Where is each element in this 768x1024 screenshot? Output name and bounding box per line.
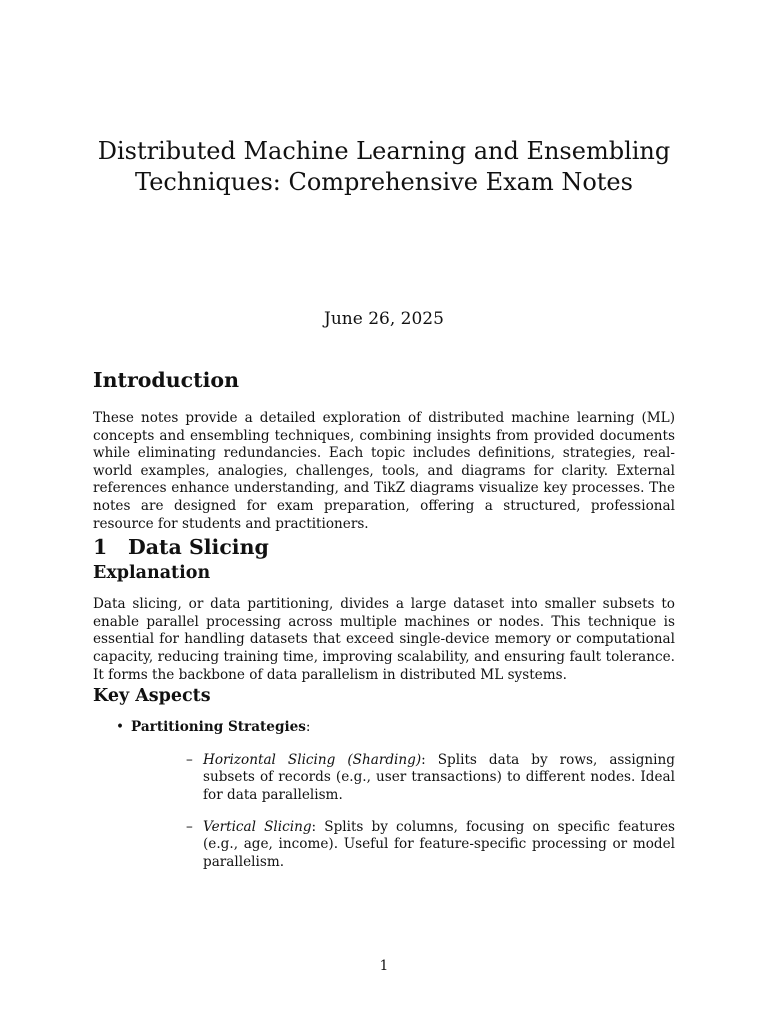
sublist-item-vertical-slicing <box>131 819 675 872</box>
list-item-suffix: : <box>305 719 311 736</box>
page-number: 1 <box>379 958 389 974</box>
document-page <box>93 0 675 1024</box>
section-number: 1 <box>93 535 108 560</box>
document-body <box>93 366 675 885</box>
introduction-paragraph: These notes provide a detailed exploration of distributed machine learning (ML) concepts and ensembling techniques, combining insights from provided documents while eliminating redundancies. Each topic includes definitions, strategies, real-world examples, analogies, challenges, tools, and diagrams for clarity. External references enhance understanding, and TikZ diagrams visualize key processes. The notes are designed for exam preparation, offering a structured, professional resource for students and practitioners. <box>93 410 675 532</box>
document-date: June 26, 2025 <box>324 309 444 329</box>
partitioning-strategies-sublist <box>131 752 675 872</box>
sublist-item-text: : Splits by columns, focusing on specific features (e.g., age, income). Useful for feature-specific processing or model parallelism. <box>203 818 675 870</box>
dash-icon: – <box>186 818 193 835</box>
list-item-label: Partitioning Strategies <box>131 719 306 736</box>
sublist-item-text: : Splits data by rows, assigning subsets of records (e.g., user transactions) to different nodes. Ideal for data parallelism. <box>203 751 675 803</box>
section-heading-data-slicing <box>93 533 675 561</box>
dash-icon: – <box>186 751 193 768</box>
key-aspects-list <box>93 719 675 871</box>
introduction-heading: Introduction <box>93 368 239 392</box>
sublist-item-horizontal-slicing <box>131 752 675 805</box>
bullet-icon: • <box>116 719 125 736</box>
document-title: Distributed Machine Learning and Ensembling Techniques: Comprehensive Exam Notes <box>97 137 671 196</box>
explanation-heading: Explanation <box>93 563 211 584</box>
sublist-item-term: Vertical Slicing <box>203 818 312 835</box>
explanation-paragraph: Data slicing, or data partitioning, divides a large dataset into smaller subsets to enable parallel processing across multiple machines or nodes. This technique is essential for handling datasets that exceed single-device memory or computational capacity, reducing training time, improving scalability, and ensuring fault tolerance. It forms the backbone of data parallelism in distributed ML systems. <box>93 596 675 683</box>
section-title: Data Slicing <box>128 535 269 560</box>
list-item-partitioning-strategies <box>93 719 675 871</box>
sublist-item-term: Horizontal Slicing (Sharding) <box>203 751 422 768</box>
key-aspects-heading: Key Aspects <box>93 686 211 707</box>
